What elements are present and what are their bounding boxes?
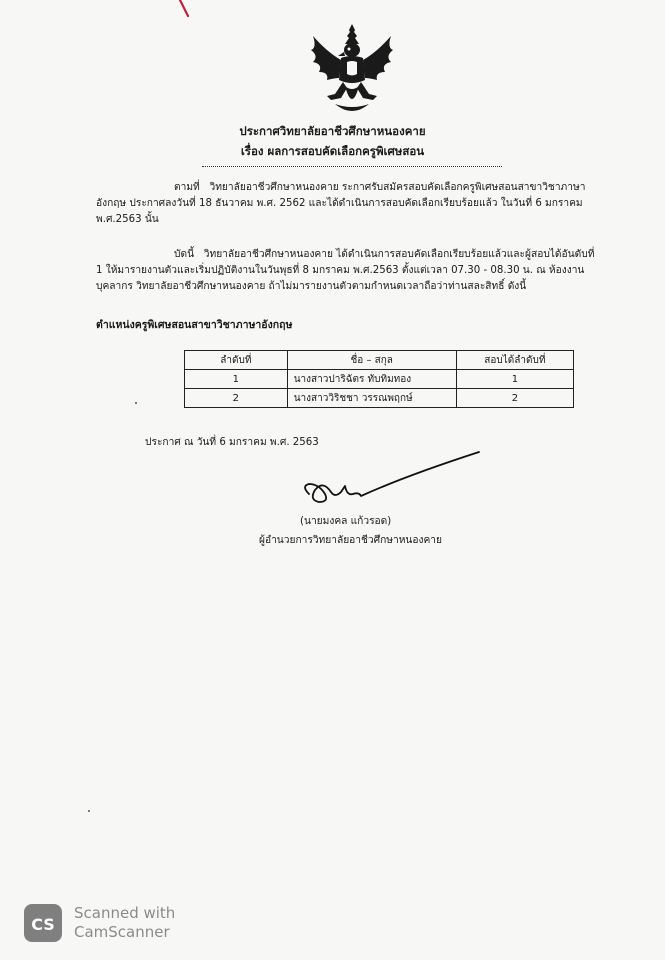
table-header-row xyxy=(185,351,574,370)
paragraph-2-body: วิทยาลัยอาชีวศึกษาหนองคาย ได้ดำเนินการสอบคัดเลือกเรียบร้อยแล้วและผู้สอบได้อันดับที่ 1 ให้มารายงานตัวและเริ่มปฏิบัติงานในวันพุธที่ 8 มกราคม พ.ศ.2563 ตั้งแต่เวลา 07.30 - 08.30 น. ณ ห้องงานบุคลากร วิทยาลัยอาชีวศึกษาหนองคาย ถ้าไม่มารายงานตัวตามกำหนดเวลาถือว่าท่านสละสิทธิ์ ดังนี้ xyxy=(96,249,595,292)
scan-speck xyxy=(135,402,137,404)
position-heading: ตำแหน่งครูพิเศษสอนสาขาวิชาภาษาอังกฤษ xyxy=(96,319,293,331)
red-pen-mark xyxy=(178,0,190,18)
header-name: ชื่อ – สกุล xyxy=(287,351,456,370)
garuda-emblem-icon xyxy=(305,22,399,118)
handwritten-signature xyxy=(295,446,485,508)
header-exam-rank: สอบได้ลำดับที่ xyxy=(456,351,573,370)
cell-exam-rank: 2 xyxy=(456,389,573,408)
header-order: ลำดับที่ xyxy=(185,351,288,370)
cell-exam-rank: 1 xyxy=(456,370,573,389)
paragraph-2-lead: บัดนี้ xyxy=(174,249,195,260)
document-title: ประกาศวิทยาลัยอาชีวศึกษาหนองคาย xyxy=(239,124,426,138)
signer-title: ผู้อำนวยการวิทยาลัยอาชีวศึกษาหนองคาย xyxy=(259,535,442,546)
document-subject: เรื่อง ผลการสอบคัดเลือกครูพิเศษสอน xyxy=(240,144,425,158)
cell-order: 1 xyxy=(185,370,288,389)
watermark-line-2: CamScanner xyxy=(74,923,170,941)
cell-name: นางสาวปาริฉัตร ทับทิมทอง xyxy=(287,370,456,389)
paragraph-1 xyxy=(96,180,596,228)
camscanner-watermark xyxy=(74,904,175,942)
camscanner-logo-text: CS xyxy=(31,915,55,934)
cell-order: 2 xyxy=(185,389,288,408)
table-row xyxy=(185,389,574,408)
cell-name: นางสาววิริชชา วรรณพฤกษ์ xyxy=(287,389,456,408)
camscanner-logo-icon xyxy=(24,904,62,942)
dotted-divider xyxy=(202,166,502,167)
paragraph-1-lead: ตามที่ xyxy=(174,182,200,193)
announcement-date: ประกาศ ณ วันที่ 6 มกราคม พ.ศ. 2563 xyxy=(145,437,319,448)
watermark-line-1: Scanned with xyxy=(74,904,176,922)
paragraph-2 xyxy=(96,247,596,295)
results-table xyxy=(184,350,574,408)
signer-name: (นายมงคล แก้วรอด) xyxy=(300,516,392,527)
scan-speck xyxy=(88,810,90,812)
table-row xyxy=(185,370,574,389)
paragraph-1-body: วิทยาลัยอาชีวศึกษาหนองคาย ระกาศรับสมัครสอบคัดเลือกครูพิเศษสอนสาขาวิชาภาษาอังกฤษ ประกาศลงวันที่ 18 ธันวาคม พ.ศ. 2562 และได้ดำเนินการสอบคัดเลือกเรียบร้อยแล้ว ในวันที่ 6 มกราคม พ.ศ.2563 นั้น xyxy=(96,182,586,225)
